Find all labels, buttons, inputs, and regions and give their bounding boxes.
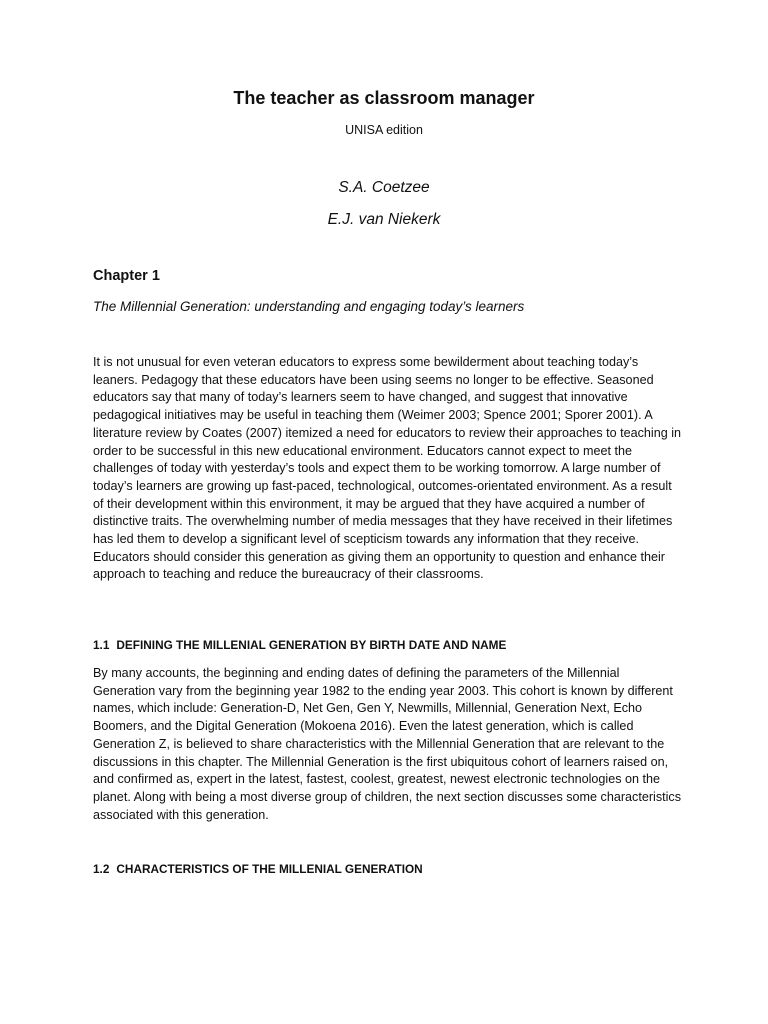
chapter-heading: Chapter 1 (93, 268, 160, 284)
author-name: E.J. van Niekerk (327, 211, 441, 228)
author-name: S.A. Coetzee (338, 179, 430, 196)
section-number: 1.1 (93, 638, 110, 652)
body-paragraph: It is not unusual for even veteran educators to express some bewilderment about teaching today’s leaners. Pedagogy that these educators have been using seems no longer to be effective. Seasoned educators say that many of today’s learners seem to have changed, and suggest that innovative pedagogical initiatives may be useful in teaching them (Weimer 2003; Spence 2001; Sporer 2001). A literature review by Coates (2007) itemized a need for educators to review their approaches to teaching in order to be successful in this new educational environment. Educators cannot expect to meet the challenges of today with yesterday’s tools and expect them to be working tomorrow. A large number of today’s learners are growing up fast-paced, technological, outcomes-orientated environment. As a result of their development within this environment, it may be argued that they have acquired a number of distinctive traits. The overwhelming number of media messages that they have received in their lifetimes has led them to develop a significant level of scepticism towards any information that they receive. Educators should consider this generation as giving them an opportunity to question and enhance their approach to teaching and reduce the bureaucracy of their classrooms. (93, 355, 682, 582)
document-title: The teacher as classroom manager (233, 88, 535, 108)
edition-label: UNISA edition (345, 123, 423, 137)
section-title: DEFINING THE MILLENIAL GENERATION BY BIRTH DATE AND NAME (116, 638, 507, 652)
section-heading (93, 638, 506, 652)
chapter-subtitle: The Millennial Generation: understanding and engaging today’s learners (93, 299, 525, 314)
section-heading (93, 862, 423, 876)
section-number: 1.2 (93, 862, 110, 876)
body-paragraph: By many accounts, the beginning and ending dates of defining the parameters of the Millennial Generation vary from the beginning year 1982 to the ending year 2003. This cohort is known by different names, which include: Generation-D, Net Gen, Gen Y, Newmills, Millennial, Generation Next, Echo Boomers, and the Digital Generation (Mokoena 2016). Even the latest generation, which is called Generation Z, is believed to share characteristics with the Millennial Generation that are relevant to the discussions in this chapter. The Millennial Generation is the first ubiquitous cohort of learners raised on, and confirmed as, expert in the latest, fastest, coolest, greatest, newest electronic technologies on the planet. Along with being a most diverse group of children, the next section discusses some characteristics associated with this generation. (93, 666, 682, 822)
section-title: CHARACTERISTICS OF THE MILLENIAL GENERATION (116, 862, 423, 876)
